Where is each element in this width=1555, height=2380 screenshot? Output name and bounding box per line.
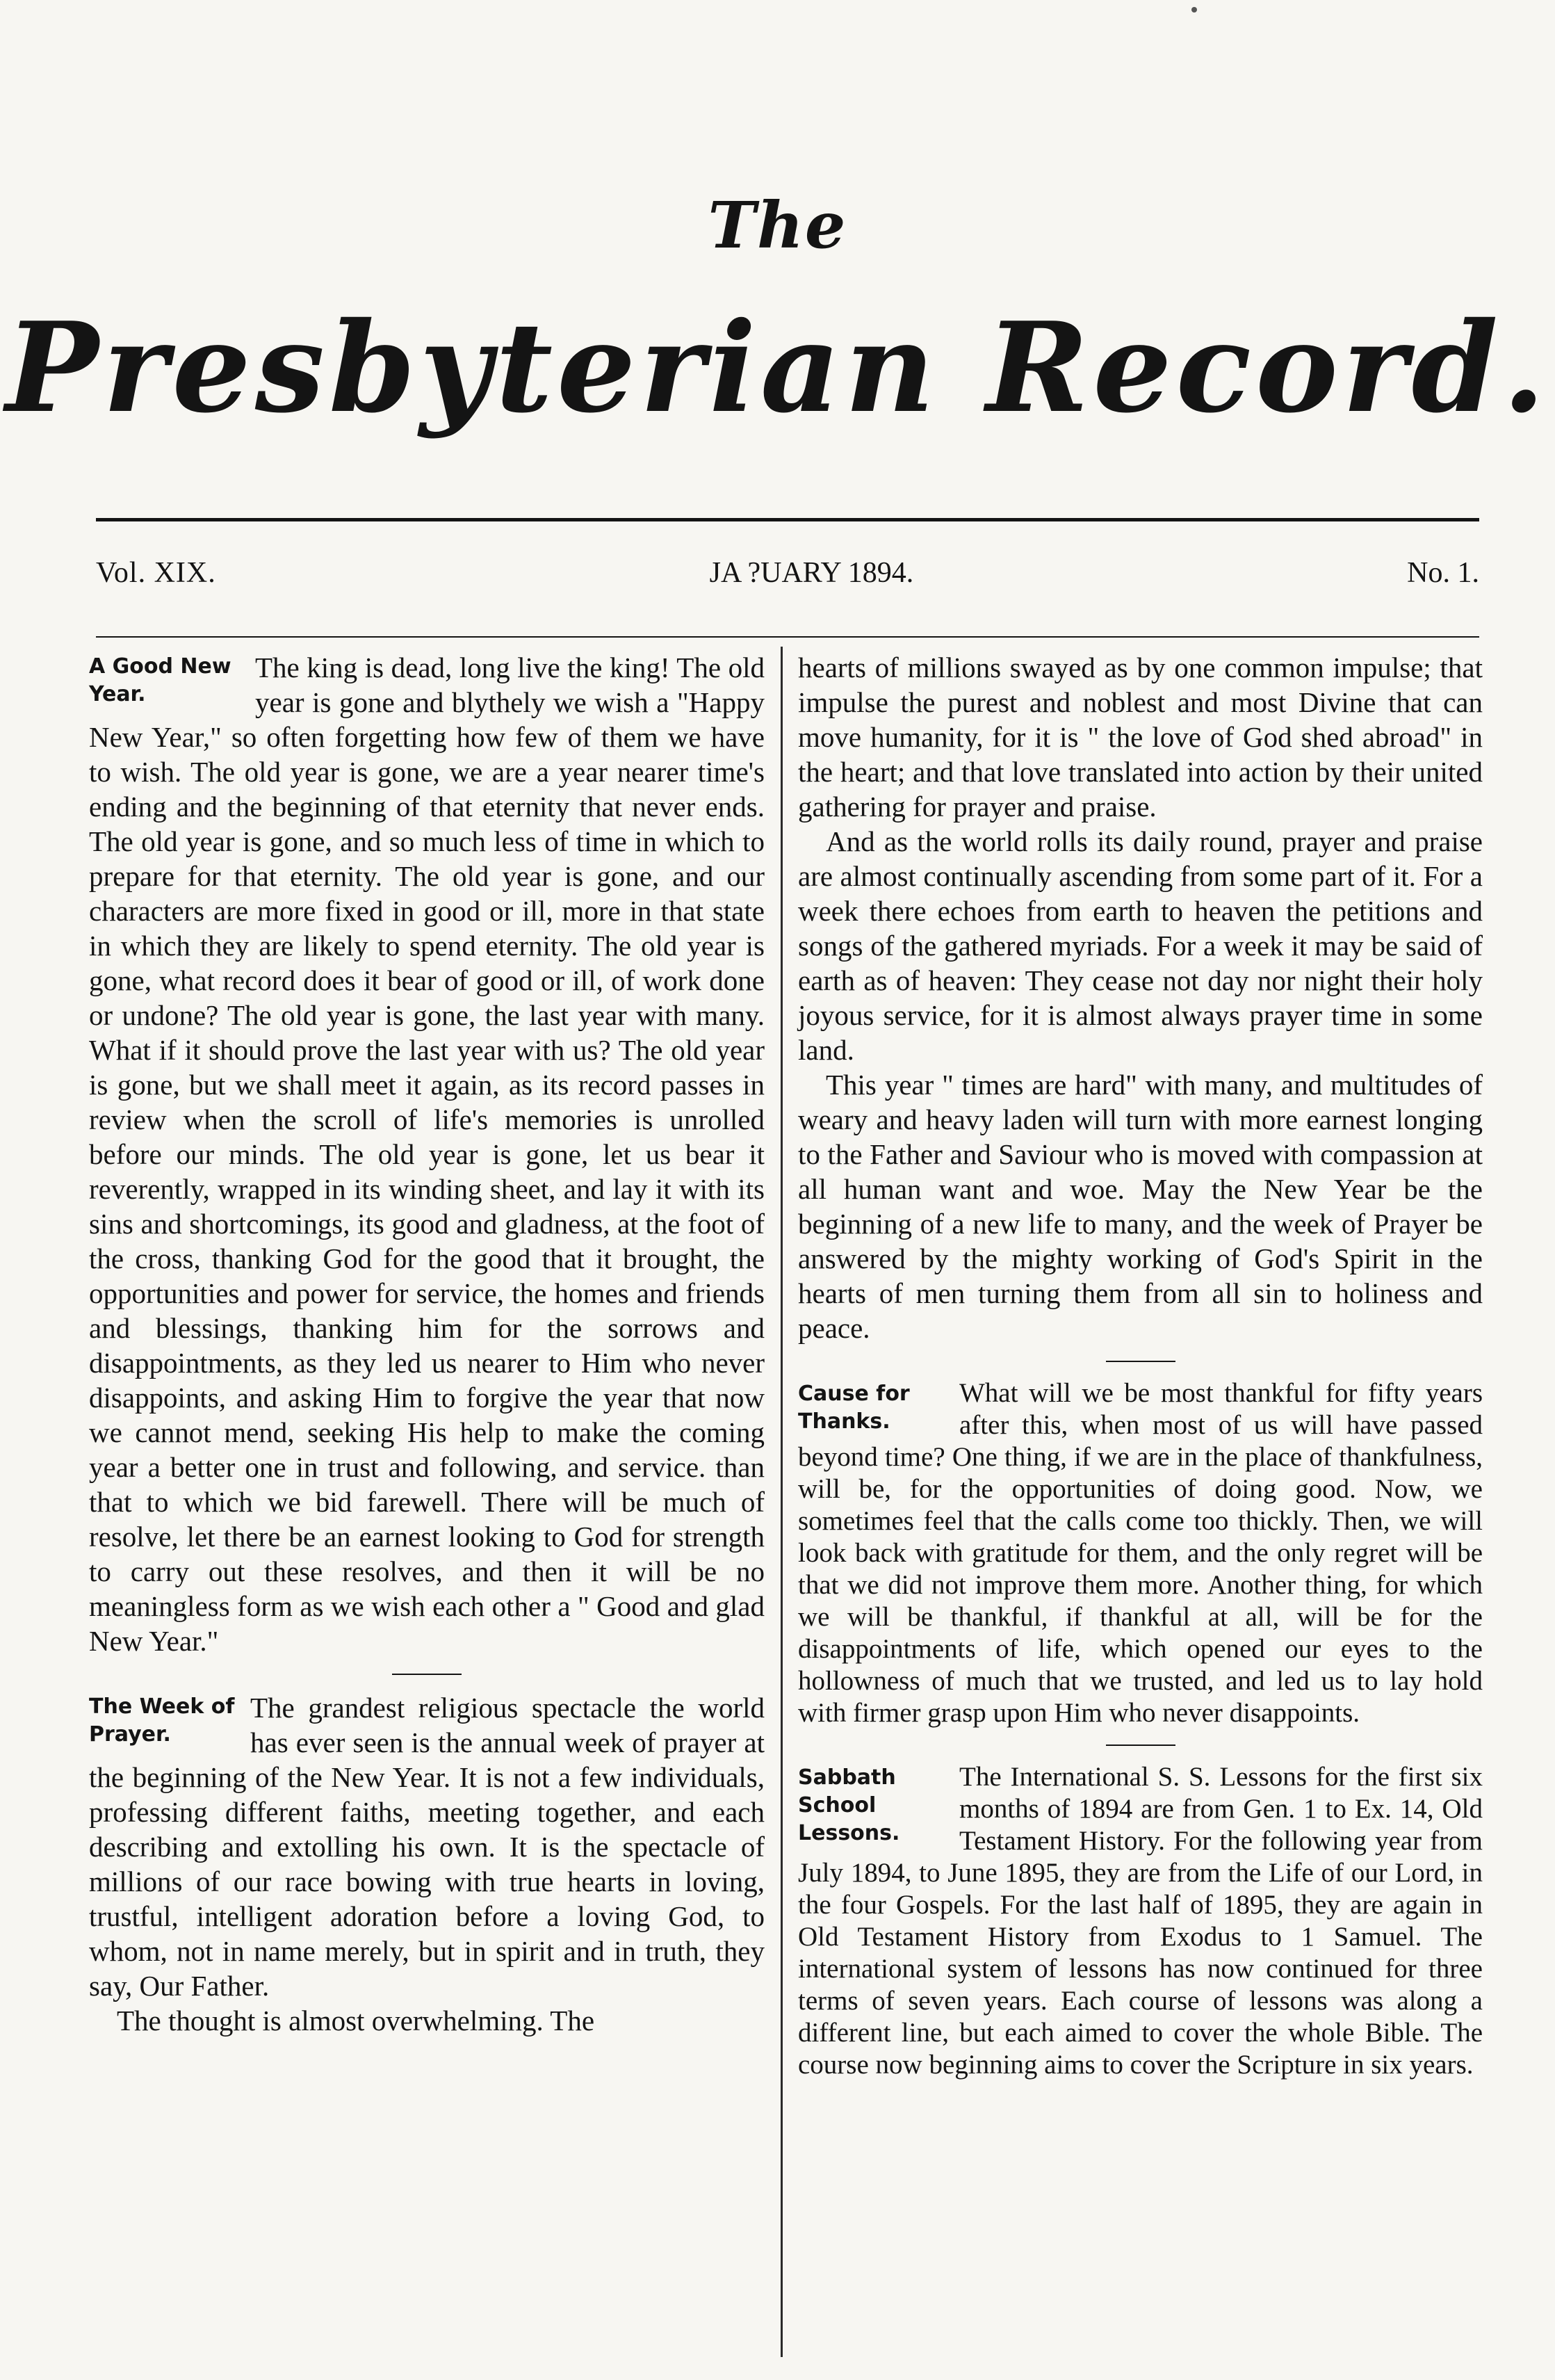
issue-rule xyxy=(96,636,1479,638)
article-heading: Cause for Thanks. xyxy=(798,1382,910,1434)
column-divider xyxy=(781,647,783,2357)
issue-line xyxy=(96,556,1479,590)
print-speck xyxy=(1191,7,1197,13)
issue-number: No. 1. xyxy=(1407,557,1479,589)
article-body: This year " times are hard" with many, and multitudes of weary and heavy laden will turn with more earnest longing to the Father and Saviour who is moved with compassion at all human want and woe. May the New Year be the beginning of a new life to many, and the week of Prayer be answered by the mighty working of God's Spirit in the hearts of men turning them from all sin to holiness and peace. xyxy=(798,1069,1483,1344)
article-week-of-prayer xyxy=(89,1690,765,2038)
article-separator xyxy=(392,1674,462,1675)
article-body: The International S. S. Lessons for the first six months of 1894 are from Gen. 1 to Ex. 14, Old Testament History. For the following year from July 1894, to June 1895, they are from the Life of our Lord, in the four Gospels. For the last half of 1895, they are again in Old Testament History from Exodus to 1 Samuel. The international system of lessons has now continued for three terms of seven years. Each course of lessons was along a different line, but each aimed to cover the whole Bible. The course now beginning aims to cover the Scripture in six years. xyxy=(798,1762,1483,2080)
article-cause-for-thanks xyxy=(798,1377,1483,1729)
article-body: The king is dead, long live the king! The old year is gone and blythely we wish a "Happy New Year," so often forgetting how few of them we have to wish. The old year is gone, we are a year nearer time's ending and the beginning of that eternity that never ends. The old year is gone, and so much less of time in which to prepare for that eternity. The old year is gone, and our characters are more fixed in good or ill, more in that state in which they are likely to spend eternity. The old year is gone, what record does it bear of good or ill, of work done or undone? The old year is gone, the last year with many. What if it should prove the last year with us? The old year is gone, but we shall meet it again, as its record passes in review when the scroll of life's memories is unrolled before our minds. The old year is gone, let us bear it reverently, wrapped in its winding sheet, and lay it with its sins and shortcomings, its good and gladness, at the foot of the cross, thanking God for the good that it brought, the opportunities and power for service, the homes and friends and blessings, thanking him for the sorrows and disappointments, as they led us nearer to Him who never disappoints, and asking Him to forgive the year that now we cannot mend, seeking His help to make the coming year a better one in trust and following, and service. than that to which we bid farewell. There will be much of resolve, let there be an earnest looking to God for strength to carry out these resolves, and then it will be no meaningless form as we wish each other a " Good and glad New Year." xyxy=(89,651,765,1657)
article-body: The grandest religious spectacle the world has ever seen is the annual week of prayer at the beginning of the New Year. It is not a few individuals, professing different faiths, meeting together, and each describing and extolling his own. It is the spectacle of millions of our race bowing with true hearts in loving, trustful, intelligent adoration before a loving God, to whom, not in name merely, but in spirit and in truth, they say, Our Father. xyxy=(89,1692,765,2002)
article-separator xyxy=(1106,1361,1175,1362)
article-week-of-prayer-continued xyxy=(798,650,1483,1345)
article-body: hearts of millions swayed as by one common impulse; that impulse the purest and noblest and most Divine that can move humanity, for it is " the love of God shed abroad" in the heart; and that love translated into action by their united gathering for prayer and praise. xyxy=(798,651,1483,823)
article-separator xyxy=(1106,1744,1175,1746)
article-body: What will we be most thankful for fifty years after this, when most of us will have passed beyond time? One thing, if we are in the place of thankfulness, will be, for the opportunities of doing good. Now, we sometimes feel that the calls come too thickly. Then, we will look back with gratitude for them, and the only regret will be that we did not improve them more. Another thing, for which we will be thankful, if thankful at all, will be for the disappointments of life, which opened our eyes to the hollowness of much that we trusted, and led us to lay hold with firmer grasp upon Him who never disappoints. xyxy=(798,1378,1483,1728)
article-body: And as the world rolls its daily round, prayer and praise are almost continually ascending from some part of it. For a week there echoes from earth to heaven the petitions and songs of the gathered myriads. For a week it may be said of earth as of heaven: They cease not day nor night their holy joyous service, for it is almost always prayer time in some land. xyxy=(798,825,1483,1066)
volume-number: Vol. XIX. xyxy=(96,557,216,589)
masthead-title: Presbyterian Record. xyxy=(5,295,1550,440)
article-heading: The Week of Prayer. xyxy=(89,1694,235,1747)
article-new-year xyxy=(89,650,765,1658)
right-column xyxy=(798,650,1483,2081)
article-sabbath-school xyxy=(798,1761,1483,2081)
left-column xyxy=(89,650,765,2038)
article-heading: Sabbath School Lessons. xyxy=(798,1765,900,1845)
masthead-the: The xyxy=(708,188,847,263)
article-body-continued: The thought is almost overwhelming. The xyxy=(117,2005,595,2037)
article-heading: A Good New Year. xyxy=(89,654,231,706)
masthead-rule xyxy=(96,518,1479,521)
issue-date: JA ?UARY 1894. xyxy=(709,557,914,589)
